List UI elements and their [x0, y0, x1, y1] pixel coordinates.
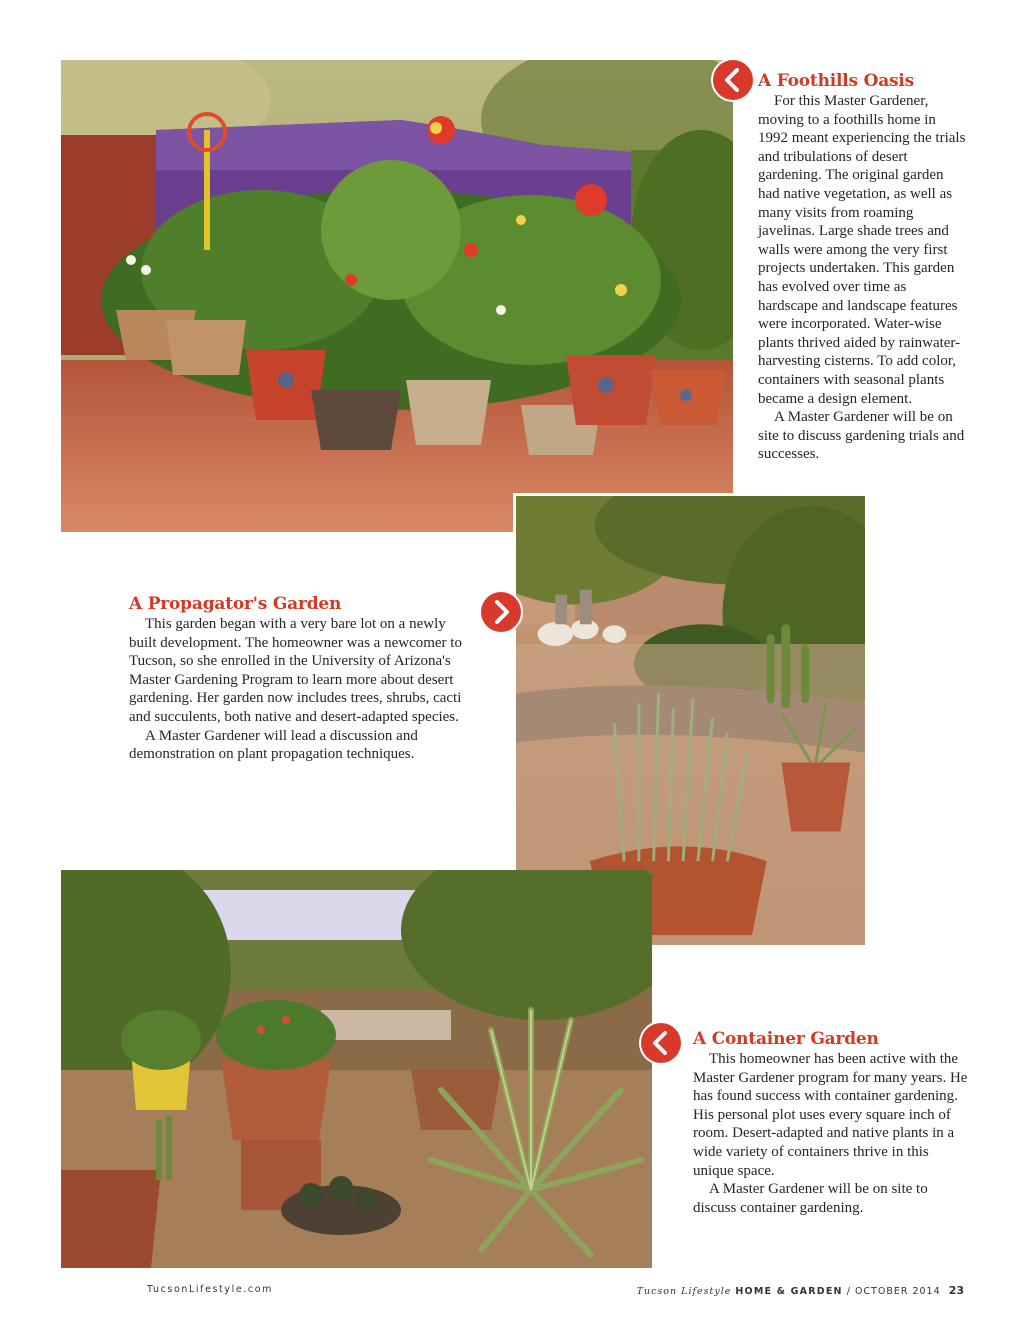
- article-title: A Container Garden: [693, 1029, 879, 1049]
- chevron-left-icon: [641, 1023, 681, 1063]
- footer-issue: OCTOBER 2014: [854, 1286, 941, 1297]
- article-paragraph: For this Master Gardener, moving to a foothills home in 1992 meant experiencing the trials and tribulations of desert gardening. The original garden had native vegetation, as well as many visits from roaming javelinas. Large shade trees and walls were among the very first projects undertaken. This garden has evolved over time as hardscape and landscape features were incorporated. Water-wise plants thrived aided by rainwater-harvesting cisterns. To add color, containers with seasonal plants became a design element.: [758, 93, 966, 407]
- article-paragraph: A Master Gardener will lead a discussion and demonstration on plant propagation techniques.: [129, 727, 418, 763]
- footer-folio: [637, 1284, 964, 1297]
- foothills-oasis-article: [758, 71, 968, 464]
- foothills-oasis-photo: [61, 60, 733, 532]
- article-title: A Propagator's Garden: [129, 594, 342, 614]
- footer-publication: Tucson Lifestyle: [636, 1286, 732, 1297]
- container-garden-photo: [61, 870, 652, 1268]
- container-garden-article: [693, 1029, 968, 1217]
- footer-separator: /: [846, 1286, 851, 1297]
- footer-website: TucsonLifestyle.com: [147, 1284, 273, 1295]
- chevron-left-icon: [713, 60, 753, 100]
- page-number: 23: [948, 1284, 964, 1297]
- footer-section: HOME & GARDEN: [735, 1286, 843, 1297]
- article-paragraph: A Master Gardener will be on site to discuss container gardening.: [693, 1181, 928, 1216]
- article-title: A Foothills Oasis: [758, 71, 915, 91]
- propagators-garden-article: [129, 594, 469, 764]
- chevron-right-icon: [481, 592, 521, 632]
- article-paragraph: A Master Gardener will be on site to discuss gardening trials and successes.: [758, 409, 965, 463]
- article-paragraph: This garden began with a very bare lot on a newly built development. The homeowner was a newcomer to Tucson, so she enrolled in the University of Arizona's Master Gardening Program to learn more about desert gardening. Her garden now includes trees, shrubs, cacti and succulents, both native and desert-adapted species.: [129, 616, 462, 725]
- article-paragraph: This homeowner has been active with the Master Gardener program for many years. He has found success with container gardening. His personal plot uses every square inch of room. Desert-adapted and native plants in a wide variety of containers thrive in this unique space.: [693, 1051, 968, 1179]
